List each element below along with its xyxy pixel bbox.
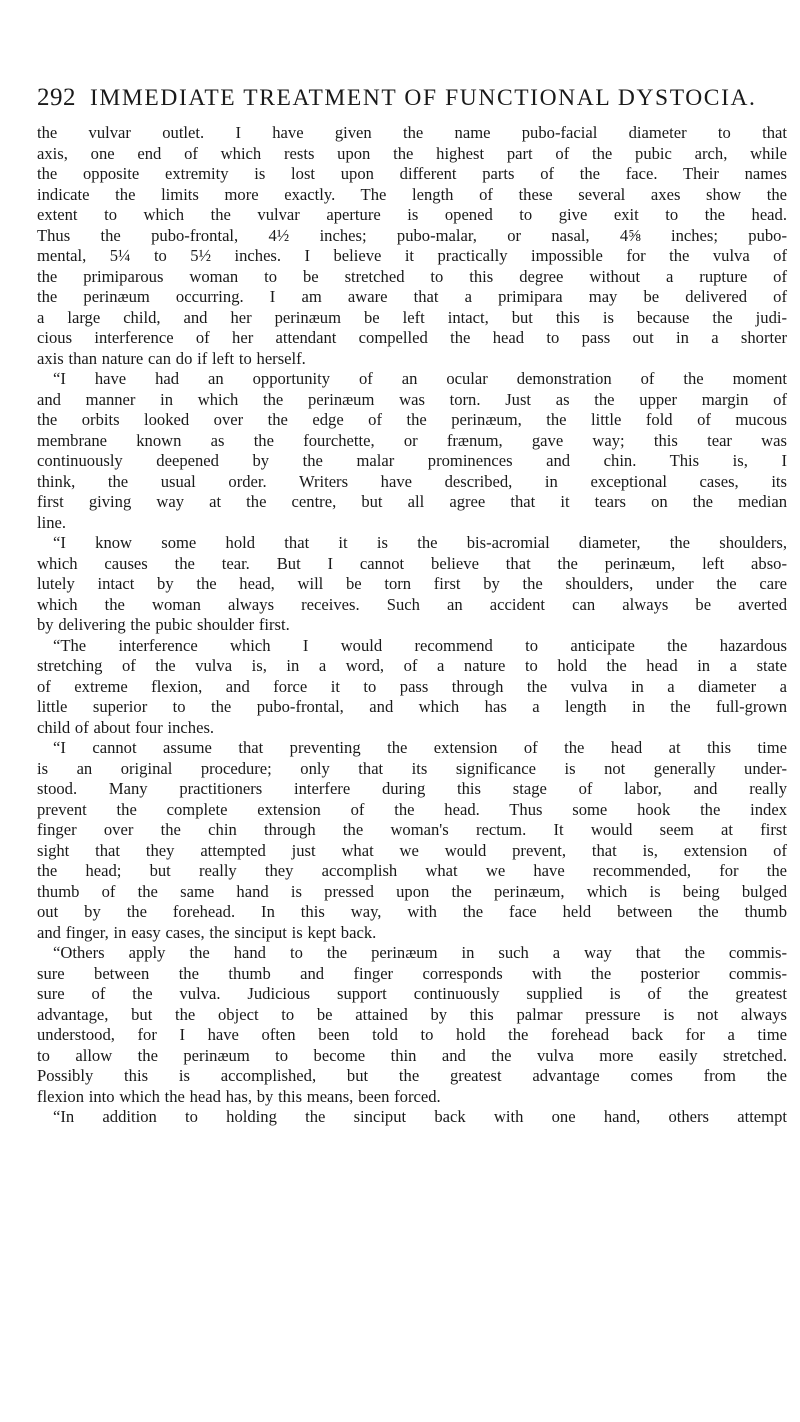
text-line: lutely intact by the head, will be torn first by the shoulders, under the care	[37, 574, 787, 593]
text-line: finger over the chin through the woman's rectum. It would seem at first	[37, 820, 787, 839]
text-line: child of about four inches.	[37, 717, 215, 737]
text-line: the primiparous woman to be stretched to this degree without a rupture of	[37, 266, 787, 286]
text-line: Thus the pubo-frontal, 4½ inches; pubo-malar, or nasal, 4⅝ inches; pubo-	[37, 225, 787, 245]
text-line: stood. Many practitioners interfere during this stage of labor, and really	[37, 779, 787, 798]
text-line: first giving way at the centre, but all agree that it tears on the median	[37, 492, 787, 511]
text-line: little superior to the pubo-frontal, and which has a length in the full-grown	[37, 697, 787, 716]
text-line: membrane known as the fourchette, or frænum, gave way; this tear was	[37, 430, 787, 450]
running-head	[37, 84, 787, 112]
page-number: 292	[37, 84, 76, 111]
text-line: prevent the complete extension of the head. Thus some hook the index	[37, 799, 787, 819]
text-line: flexion into which the head has, by this means, been forced.	[37, 1086, 441, 1106]
text-line: “The interference which I would recommend to anticipate the hazardous	[53, 635, 787, 655]
text-line: Possibly this is accomplished, but the greatest advantage comes from the	[37, 1066, 787, 1085]
text-line: “I know some hold that it is the bis-acromial diameter, the shoulders,	[53, 533, 787, 552]
text-line: which causes the tear. But I cannot believe that the perinæum, left abso-	[37, 553, 787, 573]
text-line: a large child, and her perinæum be left intact, but this is because the judi-	[37, 307, 787, 327]
text-line: “Others apply the hand to the perinæum in such a way that the commis-	[53, 943, 787, 962]
text-line: the head; but really they accomplish what we have recommended, for the	[37, 861, 787, 880]
text-line: cious interference of her attendant compelled the head to pass out in a shorter	[37, 328, 787, 347]
text-line: sure between the thumb and finger corresponds with the posterior commis-	[37, 963, 787, 983]
text-line: advantage, but the object to be attained by this palmar pressure is not always	[37, 1004, 787, 1024]
text-line: thumb of the same hand is pressed upon the perinæum, which is being bulged	[37, 881, 787, 901]
text-line: “In addition to holding the sinciput back with one hand, others attempt	[53, 1107, 787, 1126]
text-line: line.	[37, 512, 67, 532]
text-line: sight that they attempted just what we would prevent, that is, extension of	[37, 840, 787, 860]
text-line: axis, one end of which rests upon the highest part of the pubic arch, while	[37, 143, 787, 163]
text-line: the opposite extremity is lost upon different parts of the face. Their names	[37, 164, 787, 183]
text-line: and manner in which the perinæum was torn. Just as the upper margin of	[37, 389, 787, 409]
text-line: the perinæum occurring. I am aware that a primipara may be delivered of	[37, 287, 787, 306]
text-line: which the woman always receives. Such an accident can always be averted	[37, 594, 787, 614]
text-line: the vulvar outlet. I have given the name pubo-facial diameter to that	[37, 123, 787, 142]
text-line: stretching of the vulva is, in a word, of a nature to hold the head in a state	[37, 656, 787, 675]
text-line: “I cannot assume that preventing the extension of the head at this time	[53, 738, 787, 757]
text-line: by delivering the pubic shoulder first.	[37, 615, 290, 634]
text-line: continuously deepened by the malar prominences and chin. This is, I	[37, 451, 787, 470]
text-line: sure of the vulva. Judicious support continuously supplied is of the greatest	[37, 984, 787, 1003]
text-line: out by the forehead. In this way, with the face held between the thumb	[37, 902, 787, 921]
text-line: mental, 5¼ to 5½ inches. I believe it practically impossible for the vulva of	[37, 246, 787, 265]
text-line: is an original procedure; only that its significance is not generally under-	[37, 758, 787, 778]
body-text	[37, 123, 787, 1128]
text-line: the orbits looked over the edge of the perinæum, the little fold of mucous	[37, 410, 787, 429]
running-title: IMMEDIATE TREATMENT OF FUNCTIONAL DYSTOCIA.	[90, 85, 757, 111]
text-line: extent to which the vulvar aperture is opened to give exit to the head.	[37, 205, 787, 224]
text-line: to allow the perinæum to become thin and the vulva more easily stretched.	[37, 1045, 787, 1065]
text-line: “I have had an opportunity of an ocular demonstration of the moment	[53, 369, 787, 388]
text-line: axis than nature can do if left to herself.	[37, 348, 306, 368]
text-line: think, the usual order. Writers have described, in exceptional cases, its	[37, 471, 787, 491]
text-line: indicate the limits more exactly. The length of these several axes show the	[37, 184, 787, 204]
text-line: and finger, in easy cases, the sinciput is kept back.	[37, 922, 377, 942]
text-line: of extreme flexion, and force it to pass through the vulva in a diameter a	[37, 676, 787, 696]
text-line: understood, for I have often been told to hold the forehead back for a time	[37, 1025, 787, 1044]
